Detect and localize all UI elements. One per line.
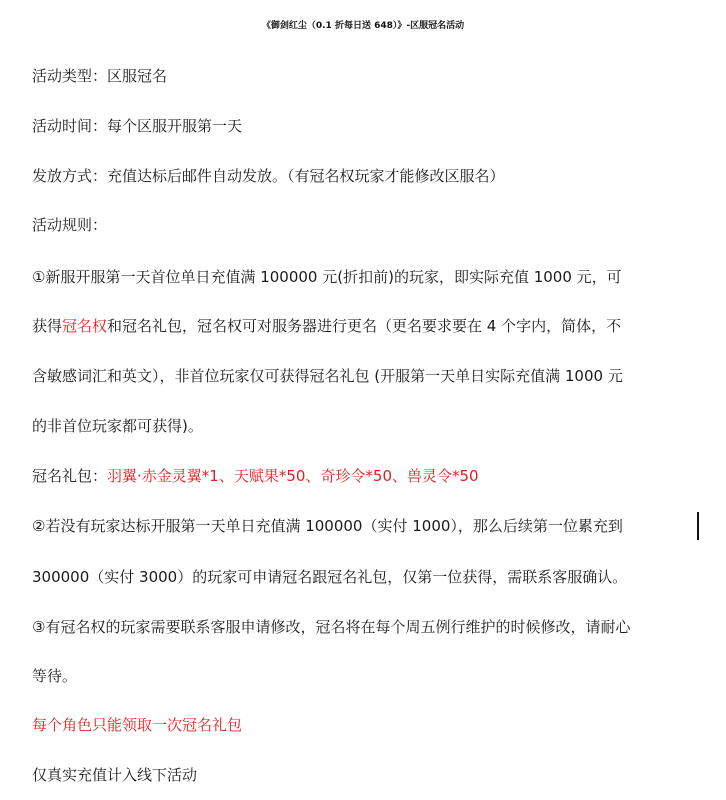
rule3-line1: ③有冠名权的玩家需要联系客服申请修改，冠名将在每个周五例行维护的时候修改，请耐心	[32, 618, 631, 636]
rule1-line2	[32, 314, 621, 338]
activity-type: 活动类型：区服冠名	[32, 67, 168, 85]
rule1-line2-prefix: 获得	[32, 317, 63, 335]
naming-right-highlight: 冠名权	[62, 317, 108, 335]
rule1-line4: 的非首位玩家都可获得)。	[32, 417, 203, 435]
rule1-line2-suffix: 和冠名礼包，冠名权可对服务器进行更名（更名要求要在 4 个字内，简体，不	[107, 317, 622, 335]
text-cursor	[697, 512, 699, 540]
rule3-line2: 等待。	[32, 667, 78, 685]
gift-pack-items: 羽翼·赤金灵翼*1、天赋果*50、奇珍令*50、兽灵令*50	[107, 467, 479, 485]
document-title: 《御剑红尘（0.1 折每日送 648）》-区服冠名活动	[261, 21, 465, 31]
activity-time: 活动时间：每个区服开服第一天	[32, 117, 243, 135]
rule1-line3: 含敏感词汇和英文），非首位玩家仅可获得冠名礼包 (开服第一天单日实际充值满 1000 元	[32, 367, 623, 385]
notice-red: 每个角色只能领取一次冠名礼包	[32, 716, 243, 734]
distribution-method: 发放方式：充值达标后邮件自动发放。（有冠名权玩家才能修改区服名）	[32, 167, 505, 185]
rule2-line1: ②若没有玩家达标开服第一天单日充值满 100000（实付 1000），那么后续第一位累充到	[32, 517, 623, 535]
rules-heading: 活动规则：	[32, 216, 108, 234]
gift-pack-line	[32, 464, 479, 488]
gift-pack-label: 冠名礼包：	[32, 467, 108, 485]
rule1-line1: ①新服开服第一天首位单日充值满 100000 元(折扣前)的玩家，即实际充值 1000 元，可	[32, 268, 622, 286]
notice-plain: 仅真实充值计入线下活动	[32, 766, 198, 784]
rule2-line2: 300000（实付 3000）的玩家可申请冠名跟冠名礼包，仅第一位获得，需联系客服确认。	[32, 568, 628, 586]
